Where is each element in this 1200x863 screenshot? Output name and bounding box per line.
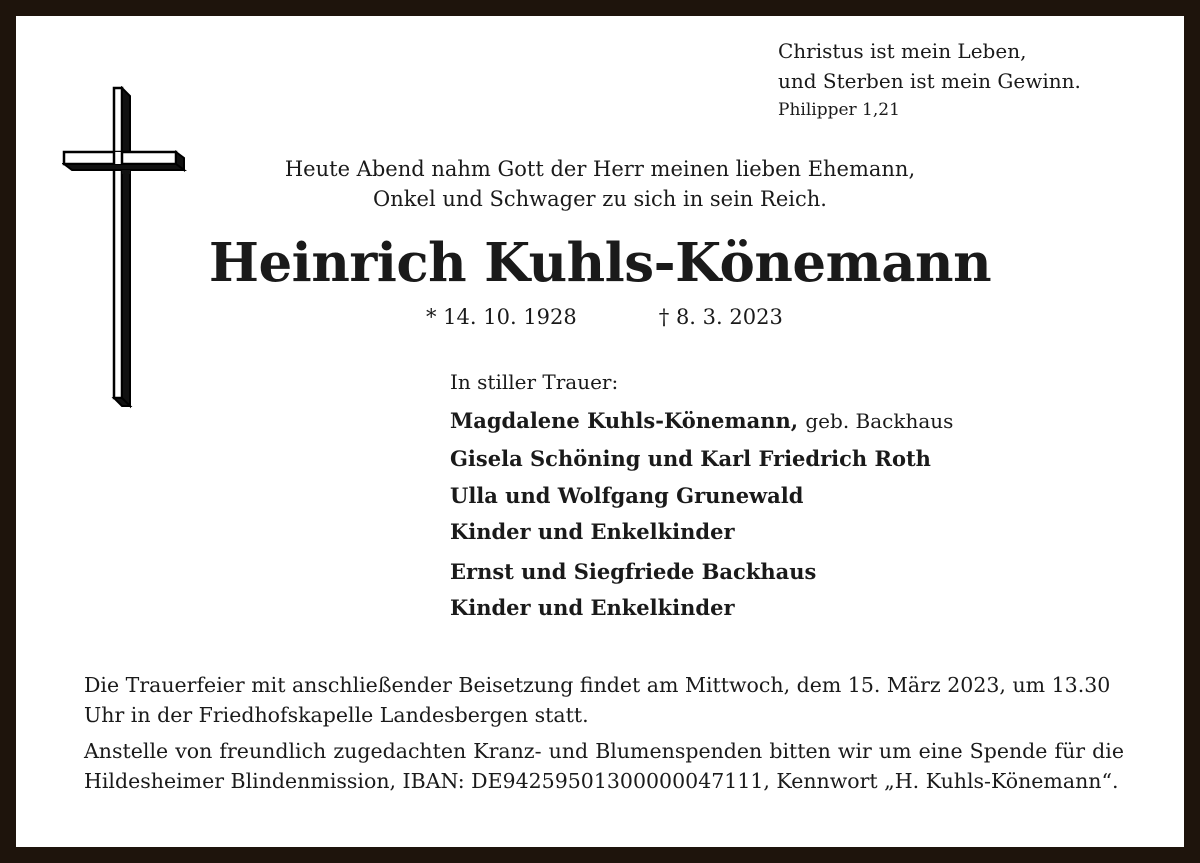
widow-name: Magdalene Kuhls-Könemann, — [450, 408, 799, 433]
donation-note: Anstelle von freundlich zugedachten Kranz- und Blumenspenden bitten wir um eine Spende für die Hildesheimer Blindenmission, IBAN: DE94259501300000047111, Kennwort „H. Kuhls-Könemann“. — [84, 739, 1124, 793]
intro-line-1: Heute Abend nahm Gott der Herr meinen lieben Ehemann, — [284, 157, 916, 181]
widow-maiden-name: geb. Backhaus — [805, 409, 954, 433]
motto-line-1: Christus ist mein Leben, — [778, 39, 1027, 63]
funeral-info — [84, 670, 1124, 796]
mourners-list — [450, 366, 953, 626]
motto-line-2: und Sterben ist mein Gewinn. — [778, 69, 1081, 93]
mourners-intro: In stiller Trauer: — [450, 370, 619, 394]
deceased-name: Heinrich Kuhls-Könemann — [208, 232, 992, 294]
funeral-details: Die Trauerfeier mit anschließender Beisetzung findet am Mittwoch, dem 15. März 2023, um 13.30 Uhr in der Friedhofskapelle Landesbergen statt. — [84, 673, 1111, 727]
intro-text — [200, 154, 1000, 214]
motto — [778, 36, 1081, 96]
life-dates — [426, 305, 783, 329]
mourner-line: Kinder und Enkelkinder — [450, 519, 735, 544]
motto-reference: Philipper 1,21 — [778, 100, 900, 120]
mourner-line: Kinder und Enkelkinder — [450, 595, 735, 620]
mourner-line — [450, 402, 953, 440]
intro-line-2: Onkel und Schwager zu sich in sein Reich. — [373, 187, 827, 211]
birth-date: * 14. 10. 1928 — [426, 305, 577, 329]
mourner-line: Ulla und Wolfgang Grunewald — [450, 483, 804, 508]
death-date: † 8. 3. 2023 — [658, 305, 783, 329]
mourner-line: Gisela Schöning und Karl Friedrich Roth — [450, 446, 931, 471]
mourner-line: Ernst und Siegfriede Backhaus — [450, 559, 817, 584]
